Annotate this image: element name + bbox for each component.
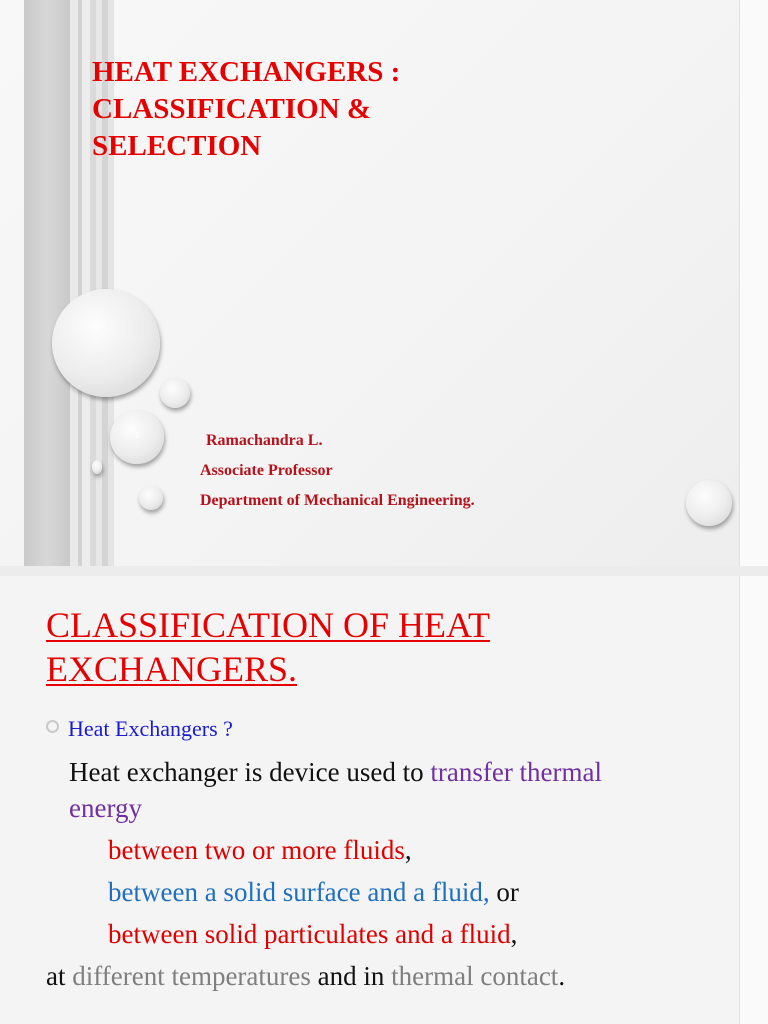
content-slide-title xyxy=(46,603,706,691)
definition-line xyxy=(69,754,602,790)
decor-circle-right xyxy=(686,480,732,526)
text-span: , xyxy=(404,835,412,865)
right-edge-bar xyxy=(739,0,768,576)
decor-stripe xyxy=(24,0,70,576)
right-edge-bar xyxy=(739,576,768,1024)
highlight-span: between solid particulates and a fluid xyxy=(108,919,511,949)
title-line: CLASSIFICATION OF HEAT xyxy=(46,605,491,645)
title-line: EXCHANGERS. xyxy=(46,649,298,689)
highlight-span: between two or more fluids xyxy=(108,835,405,865)
text-span: Heat exchanger is device used to xyxy=(69,757,431,787)
text-span: at xyxy=(46,961,73,991)
definition-line xyxy=(108,874,519,910)
bullet-item xyxy=(46,716,233,742)
title-line: CLASSIFICATION & xyxy=(92,93,372,125)
title-line: SELECTION xyxy=(92,130,262,162)
slide-bottom-strip xyxy=(0,566,768,576)
decor-stripe xyxy=(82,0,90,576)
author-department: Department of Mechanical Engineering. xyxy=(200,492,475,509)
title-line: HEAT EXCHANGERS : xyxy=(92,56,401,88)
slide-title xyxy=(92,54,652,165)
decor-circle-small xyxy=(160,378,190,408)
definition-line xyxy=(46,958,565,994)
highlight-span: transfer thermal xyxy=(430,757,603,787)
text-span: and in xyxy=(310,961,392,991)
highlight-span: different temperatures xyxy=(72,961,311,991)
definition-line xyxy=(108,832,412,868)
definition-line xyxy=(108,916,517,952)
text-span: . xyxy=(558,961,566,991)
decor-circle-large xyxy=(52,289,160,397)
decor-circle-small xyxy=(139,486,163,510)
author-name: Ramachandra L. xyxy=(206,432,323,449)
slide-number: 1 xyxy=(134,430,140,440)
text-span: or xyxy=(489,877,519,907)
highlight-span: thermal contact xyxy=(391,961,559,991)
highlight-span: between a solid surface and a fluid, xyxy=(108,877,490,907)
author-position: Associate Professor xyxy=(200,462,333,479)
decor-dot xyxy=(92,460,102,474)
bullet-text: Heat Exchangers ? xyxy=(68,716,233,741)
decor-stripe xyxy=(70,0,78,576)
author-block xyxy=(200,426,475,516)
text-span: , xyxy=(510,919,518,949)
bullet-circle-icon xyxy=(46,720,59,733)
definition-line: energy xyxy=(69,793,142,823)
